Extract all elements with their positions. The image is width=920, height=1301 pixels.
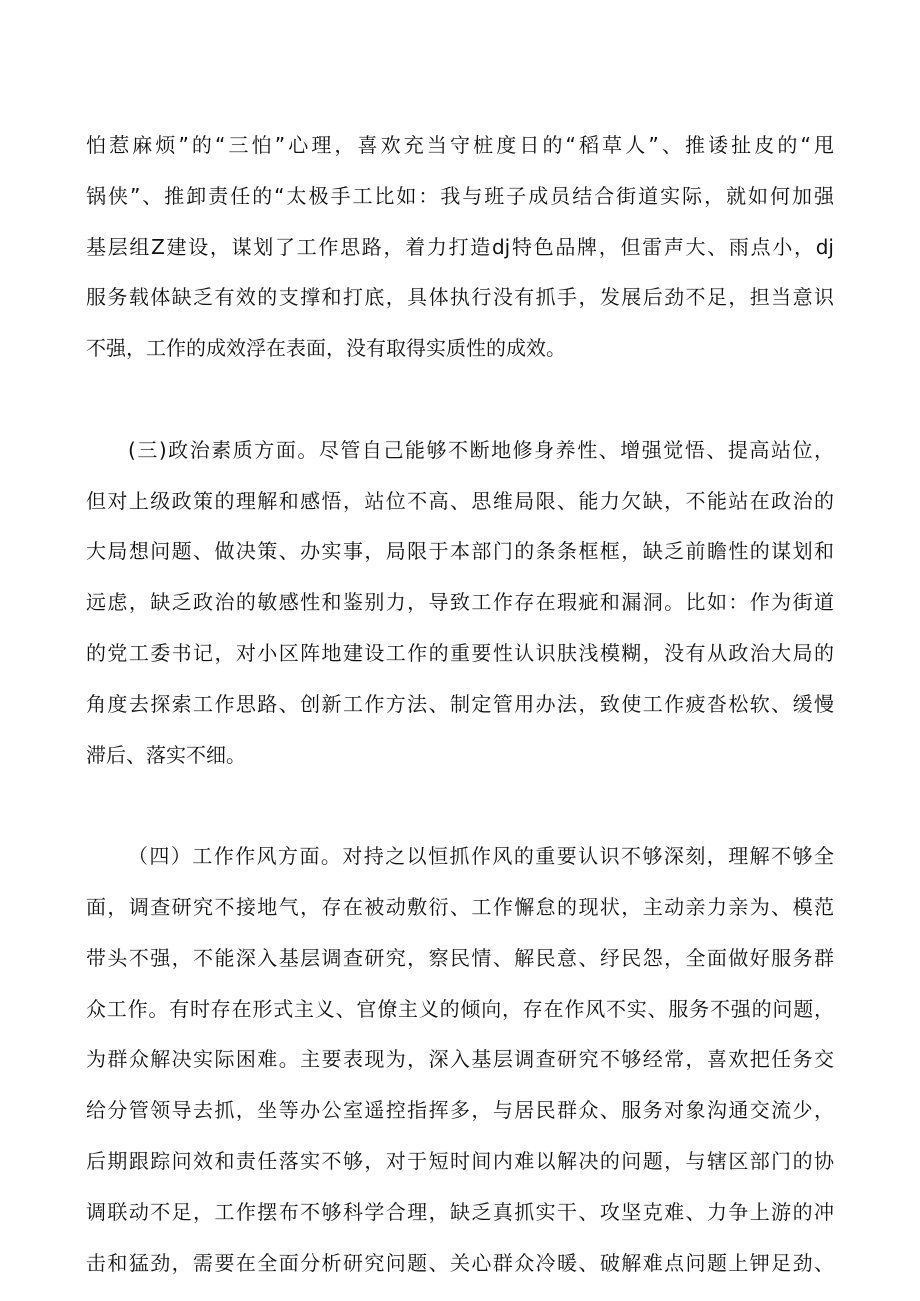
text-line: 大局想问题、做决策、办实事，局限于本部门的条条框框，缺乏前瞻性的谋划和 — [86, 539, 834, 564]
text-line: 给分管领导去抓，坐等办公室遥控指挥多，与居民群众、服务对象沟通交流少， — [86, 1098, 834, 1123]
text-line: 怕惹麻烦”的“三怕”心理，喜欢充当守桩度日的“稻草人”、推诿扯皮的“甩 — [86, 133, 834, 157]
text-line: (三)政治素质方面。尽管自己能够不断地修身养性、增强觉悟、提高站位， — [128, 437, 834, 462]
text-line: 锅侠”、推卸责任的“太极手工比如：我与班子成员结合街道实际，就如何加强 — [86, 183, 834, 208]
text-line: 调联动不足，工作摆布不够科学合理，缺乏真抓实干、攻坚克难、力争上游的冲 — [86, 1199, 834, 1224]
text-line: 面，调查研究不接地气，存在被动敷衍、工作懈怠的现状，主动亲力亲为、模范 — [86, 894, 834, 919]
paragraph-spacer — [86, 374, 834, 425]
text-line: （四）工作作风方面。对持之以恒抓作风的重要认识不够深刻，理解不够全 — [128, 844, 834, 869]
paragraph-political-quality — [86, 425, 834, 781]
paragraph-continuation — [86, 120, 834, 374]
text-line: 不强，工作的成效浮在表面，没有取得实质性的成效。 — [86, 336, 566, 361]
text-line: 但对上级政策的理解和感悟，站位不高、思维局限、能力欠缺，不能站在政治的 — [86, 488, 834, 513]
document-body — [86, 120, 834, 1288]
text-line: 带头不强，不能深入基层调查研究，察民情、解民意、纾民怨，全面做好服务群 — [86, 945, 834, 970]
text-line: 的党工委书记，对小区阵地建设工作的重要性认识肤浅模糊，没有从政治大局的 — [86, 640, 834, 665]
text-line: 众工作。有时存在形式主义、官僚主义的倾向，存在作风不实、服务不强的问题， — [86, 996, 834, 1021]
text-line: 后期跟踪问效和责任落实不够，对于短时间内难以解决的问题，与辖区部门的协 — [86, 1148, 834, 1173]
paragraph-work-style — [86, 831, 834, 1288]
text-line: 滞后、落实不细。 — [86, 742, 246, 767]
text-line: 远虑，缺乏政治的敏感性和鉴别力，导致工作存在瑕疵和漏洞。比如：作为街道 — [86, 590, 834, 615]
text-line: 服务载体缺乏有效的支撑和打底，具体执行没有抓手，发展后劲不足，担当意识 — [86, 285, 834, 310]
text-line: 击和猛劲，需要在全面分析研究问题、关心群众冷暖、破解难点问题上钾足劲、 — [86, 1250, 834, 1275]
text-line: 基层组Z建设，谋划了工作思路，着力打造dj特色品牌，但雷声大、雨点小，dj — [86, 234, 834, 259]
text-line: 为群众解决实际困难。主要表现为，深入基层调查研究不够经常，喜欢把任务交 — [86, 1047, 834, 1072]
paragraph-spacer — [86, 780, 834, 831]
text-line: 角度去探索工作思路、创新工作方法、制定管用办法，致使工作疲沓松软、缓慢 — [86, 691, 834, 716]
